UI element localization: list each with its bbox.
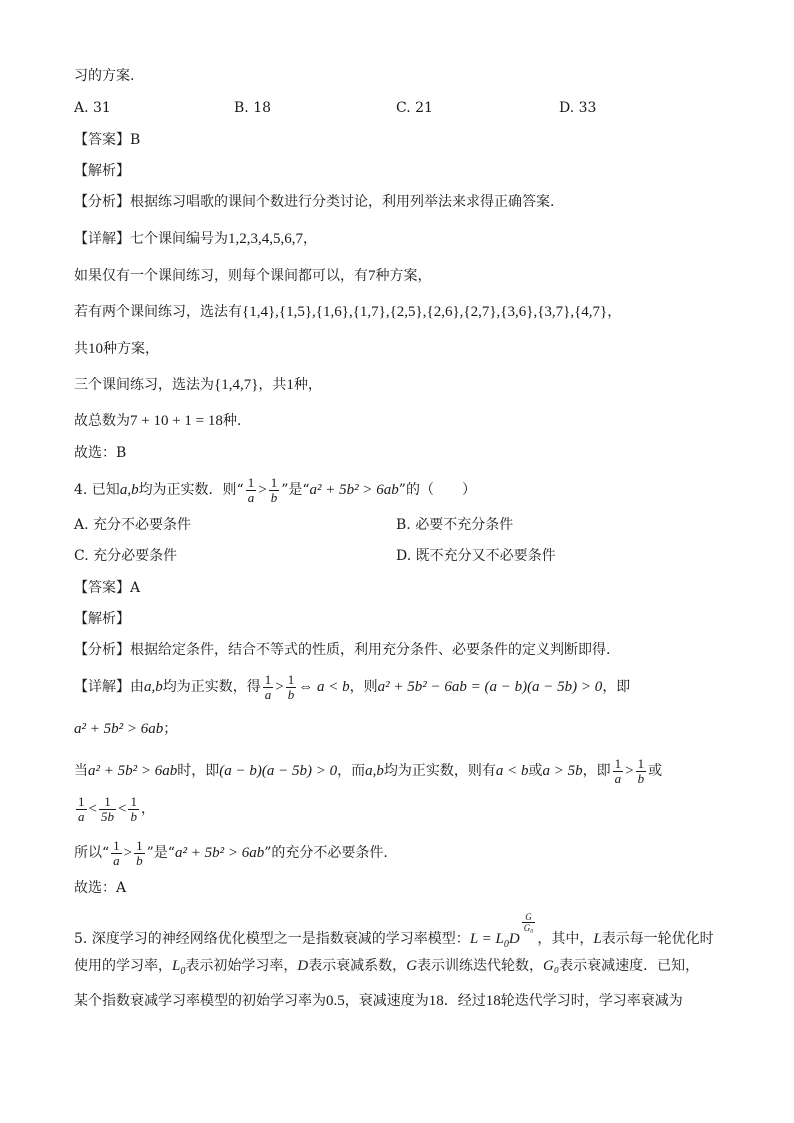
q5-v18: 18 xyxy=(428,993,444,1009)
q4-detail-mid: 均为正实数，得 xyxy=(162,679,261,695)
frac-denominator: b xyxy=(637,770,645,786)
q3-detail-line-6 xyxy=(74,411,241,431)
q4-condition-2: a² + 5b² > 6ab xyxy=(309,482,399,498)
formula-sub-zero: 0 xyxy=(503,939,509,950)
formula-L: L xyxy=(469,931,478,947)
q4-frac-1-5b xyxy=(99,795,116,824)
q5-D: D xyxy=(297,958,309,974)
q4-iff: ⇔ a < b xyxy=(298,679,350,695)
q4-condition-2b: a² + 5b² > 6ab xyxy=(174,845,265,861)
q3-seven: 7 xyxy=(368,268,376,284)
q4-gt-2: > xyxy=(275,679,284,695)
q3-detail-line-1 xyxy=(74,229,317,249)
q4-frac-1a xyxy=(246,476,257,505)
q4-gt: > xyxy=(258,482,267,498)
q3-line-three-suffix: 种， xyxy=(293,377,322,393)
q4-frac-1a-5 xyxy=(111,839,122,868)
q3-detail-line-3 xyxy=(74,302,621,322)
q4-frac-1b-3 xyxy=(636,757,647,786)
frac-denominator: a xyxy=(113,852,120,868)
q5-L: L xyxy=(593,931,602,947)
q3-total-expr: 7 + 10 + 1 = 18 xyxy=(130,413,223,429)
q4-detail-line-1 xyxy=(74,672,630,702)
q3-total-suffix: 种. xyxy=(222,413,242,429)
frac-numerator: 1 xyxy=(130,793,137,809)
q5-line3-d: 轮迭代学习时，学习率衰减为 xyxy=(500,993,683,1009)
frac-denominator: b xyxy=(270,489,278,505)
q4-ze: ，则 xyxy=(349,679,378,695)
q3-ten-suffix: 种方案， xyxy=(103,341,159,357)
q5-line2-d: 表示训练迭代轮数， xyxy=(417,958,544,974)
q4-frac-1b-4 xyxy=(128,795,139,824)
q4-lt: < xyxy=(88,801,97,817)
frac-numerator: 1 xyxy=(264,671,272,687)
q4-expr2: a² + 5b² > 6ab xyxy=(74,721,164,737)
q4-real-text: 均为正实数．则“ xyxy=(138,482,244,498)
q3-line-three-mid: ，共 xyxy=(258,377,287,393)
q4-gt-4: > xyxy=(123,845,133,861)
q4-huo: 或 xyxy=(528,763,543,779)
q4-detail-line-3 xyxy=(74,756,662,786)
q3-total-prefix: 故总数为 xyxy=(74,413,130,429)
q3-line-two-prefix: 若有两个课间练习，选法有 xyxy=(74,304,242,320)
q4-comma: ， xyxy=(140,801,155,817)
q4-detail-line-5 xyxy=(74,838,388,868)
frac-numerator: 1 xyxy=(113,837,120,853)
formula-D: D xyxy=(508,931,520,947)
q3-ten: 10 xyxy=(88,341,103,357)
q3-option-d: D. 33 xyxy=(559,100,597,116)
q4-ji2: ，即 xyxy=(582,763,611,779)
q3-choose: 故选：B xyxy=(74,445,127,461)
q4-ji: ，即 xyxy=(602,679,631,695)
frac-numerator: 1 xyxy=(614,755,622,771)
q5-line3-a: 某个指数衰减学习率模型的初始学习率为 xyxy=(74,993,326,1009)
q5-line-3 xyxy=(74,991,683,1011)
q3-gong: 共 xyxy=(74,341,88,357)
exponent-denominator: G₀ xyxy=(523,923,534,933)
q4-ag5b: a > 5b xyxy=(542,763,583,779)
q4-frac-1b-5 xyxy=(134,839,145,868)
q4-shi-2: ”是“ xyxy=(146,845,175,861)
q5-G: G xyxy=(406,958,418,974)
q4-option-a: A. 充分不必要条件 xyxy=(74,517,192,533)
q3-one: 1 xyxy=(286,377,294,393)
q4-analysis-summary: 【分析】根据给定条件，结合不等式的性质，利用充分条件、必要条件的定义判断即得. xyxy=(74,642,611,658)
frac-denominator: 5b xyxy=(100,808,114,824)
q4-ab: a,b xyxy=(119,482,139,498)
q4-shi: ”是“ xyxy=(281,482,310,498)
frac-denominator: a xyxy=(247,489,255,505)
exponent-numerator: G xyxy=(522,912,536,923)
frac-denominator: b xyxy=(130,808,137,824)
q4-choose: 故选：A xyxy=(74,880,127,896)
frac-denominator: a xyxy=(78,808,85,824)
frac-denominator: b xyxy=(136,852,143,868)
q3-answer: 【答案】B xyxy=(74,132,141,148)
q5-formula: $L = L_0D$ $\frac{G}{\text{G₀}}$ xyxy=(469,912,534,950)
q4-analysis-header: 【解析】 xyxy=(74,611,130,627)
q3-detail-line-4 xyxy=(74,339,159,359)
q3-line-one-text: 如果仅有一个课间练习，则每个课间都可以，有 xyxy=(74,268,368,284)
q4-option-d: D. 既不充分又不必要条件 xyxy=(396,548,556,564)
q3-option-a: A. 31 xyxy=(74,100,111,116)
frac-denominator: b xyxy=(287,686,295,702)
q4-lt-2: < xyxy=(117,801,127,817)
q3-detail-line-2 xyxy=(74,266,432,286)
q4-expr3: (a − b)(a − 5b) > 0 xyxy=(219,763,338,779)
q5-line-2 xyxy=(74,956,699,982)
q4-detail-line-4 xyxy=(74,794,155,824)
q3-continuation: 习的方案. xyxy=(74,68,135,84)
q5-line3-c: ．经过 xyxy=(443,993,486,1009)
q3-line-three-prefix: 三个课间练习，选法为 xyxy=(74,377,214,393)
q4-detail-prefix: 【详解】由 xyxy=(74,679,144,695)
q3-triple: {1,4,7} xyxy=(214,377,259,393)
frac-denominator: a xyxy=(264,686,272,702)
q5-line2-e: 表示衰减速度．已知， xyxy=(559,958,700,974)
q3-numbers: 1,2,3,4,5,6,7 xyxy=(228,231,303,247)
q4-shi2: 时，即 xyxy=(177,763,220,779)
q4-bracket: ”的（ ） xyxy=(398,482,476,498)
q4-suoyi: 所以“ xyxy=(74,845,110,861)
frac-denominator: a xyxy=(614,770,622,786)
frac-numerator: 1 xyxy=(136,837,143,853)
q5-G0: G₀ xyxy=(543,958,560,974)
frac-numerator: 1 xyxy=(270,474,278,490)
q5-intro: 5. 深度学习的神经网络优化模型之一是指数衰减的学习率模型： xyxy=(74,931,470,947)
q4-zeyou: 均为正实数，则有 xyxy=(383,763,496,779)
q5-line2-a: 使用的学习率， xyxy=(74,958,172,974)
q4-detail-line-2 xyxy=(74,719,177,739)
q4-alb: a < b xyxy=(495,763,529,779)
q4-answer: 【答案】A xyxy=(74,580,141,596)
frac-numerator: 1 xyxy=(247,474,255,490)
frac-numerator: 1 xyxy=(287,671,295,687)
q4-frac-1b xyxy=(269,476,280,505)
q4-stem xyxy=(74,475,476,505)
q4-number: 4. 已知 xyxy=(74,482,120,498)
q4-frac-1a-3 xyxy=(613,757,624,786)
q4-ab-2: a,b xyxy=(144,679,163,695)
q3-comma: ， xyxy=(303,231,317,247)
q3-detail-prefix: 【详解】七个课间编号为 xyxy=(74,231,228,247)
frac-numerator: 1 xyxy=(637,755,645,771)
q4-er: ，而 xyxy=(337,763,366,779)
q5-line3-b: ，衰减速度为 xyxy=(344,993,429,1009)
q5-L0-letter: L xyxy=(172,958,181,974)
q5-qizhong: ，其中， xyxy=(537,931,594,947)
q3-analysis-summary: 【分析】根据练习唱歌的课间个数进行分类讨论，利用列举法来求得正确答案. xyxy=(74,194,555,210)
q4-frac-1b-2 xyxy=(286,673,297,702)
q5-desc1: 表示每一轮优化时 xyxy=(601,931,714,947)
q3-line-one-suffix: 种方案， xyxy=(375,268,432,284)
q5-line-1 xyxy=(74,912,714,962)
q3-option-b: B. 18 xyxy=(234,100,272,116)
q3-analysis-header: 【解析】 xyxy=(74,163,130,179)
q5-v05: 0.5 xyxy=(326,993,345,1009)
formula-exponent xyxy=(522,912,536,933)
q4-conclusion: ”的充分不必要条件. xyxy=(264,845,388,861)
q3-detail-line-5 xyxy=(74,375,322,395)
q5-L0-sub: 0 xyxy=(180,966,186,977)
q4-frac-1a-4 xyxy=(76,795,87,824)
frac-numerator: 1 xyxy=(78,793,85,809)
q5-line2-c: 表示衰减系数， xyxy=(308,958,407,974)
q4-dang: 当 xyxy=(74,763,88,779)
q4-expr1: a² + 5b² − 6ab = (a − b)(a − 5b) > 0 xyxy=(377,679,603,695)
q4-expr2-2: a² + 5b² > 6ab xyxy=(88,763,178,779)
q4-ab-3: a,b xyxy=(365,763,384,779)
q4-gt-3: > xyxy=(625,763,634,779)
q4-huo2: 或 xyxy=(648,763,663,779)
q3-option-c: C. 21 xyxy=(396,100,433,116)
formula-L0: L xyxy=(495,931,504,947)
q3-pairs: {1,4},{1,5},{1,6},{1,7},{2,5},{2,6},{2,7},{3,6},{3,7},{4,7} xyxy=(242,304,608,320)
q5-L0 xyxy=(172,958,186,977)
q4-frac-1a-2 xyxy=(263,673,274,702)
q3-comma-2: ， xyxy=(607,304,622,320)
q4-semi: ； xyxy=(163,721,178,737)
frac-numerator: 1 xyxy=(99,795,116,810)
q4-option-c: C. 充分必要条件 xyxy=(74,548,178,564)
q5-v18b: 18 xyxy=(485,993,501,1009)
q4-option-b: B. 必要不充分条件 xyxy=(396,517,514,533)
q5-line2-b: 表示初始学习率， xyxy=(185,958,298,974)
